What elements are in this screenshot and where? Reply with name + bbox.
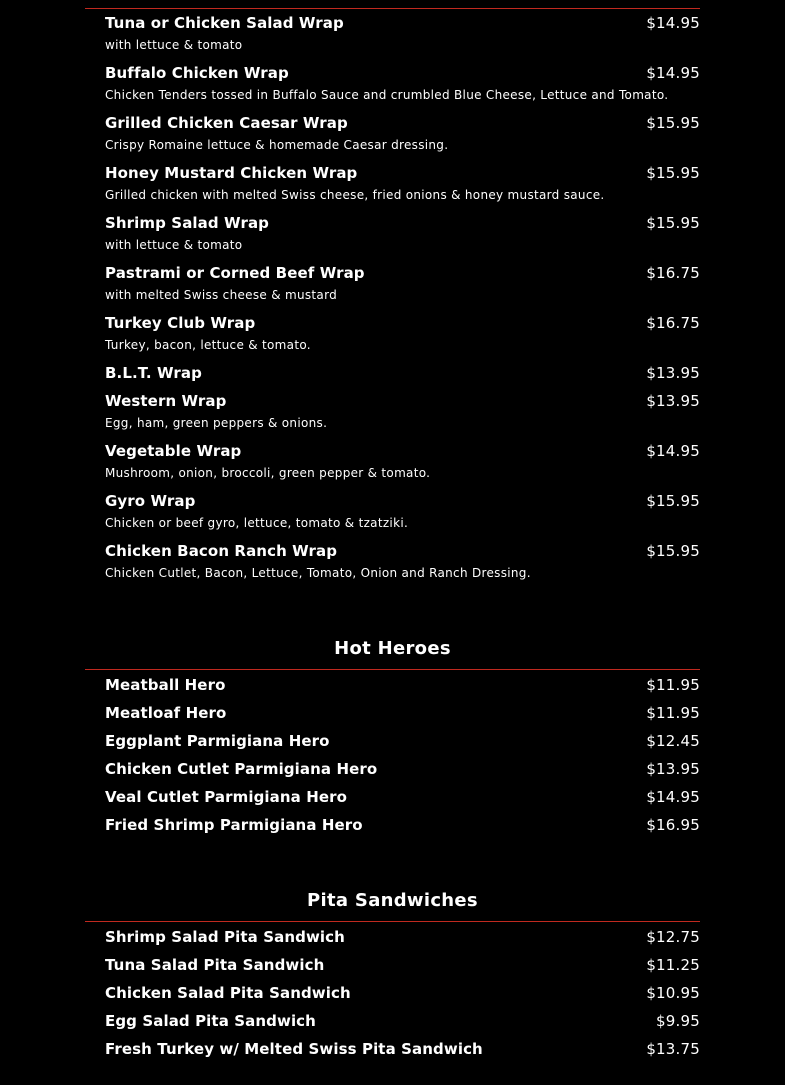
menu-item	[105, 761, 700, 789]
menu-item-row	[105, 65, 700, 82]
menu-item-price: $14.95	[646, 64, 700, 82]
menu-item	[105, 315, 700, 365]
menu-item-row	[105, 789, 700, 806]
wraps-list	[85, 15, 700, 593]
menu-item	[105, 1013, 700, 1041]
menu-item	[105, 65, 700, 115]
menu-item-name: Eggplant Parmigiana Hero	[105, 732, 330, 750]
menu-item-row	[105, 265, 700, 282]
hot-heroes-list	[85, 677, 700, 845]
menu-item	[105, 733, 700, 761]
menu-item-name: Turkey Club Wrap	[105, 314, 256, 332]
menu-item-name: Honey Mustard Chicken Wrap	[105, 164, 358, 182]
menu-item-name: Vegetable Wrap	[105, 442, 242, 460]
menu-item-row	[105, 761, 700, 778]
menu-item	[105, 677, 700, 705]
menu-item-price: $16.95	[646, 816, 700, 834]
menu-item	[105, 543, 700, 593]
menu-item-description: Mushroom, onion, broccoli, green pepper & tomato.	[105, 466, 431, 480]
pita-sandwiches-list	[85, 929, 700, 1069]
menu-item-description: with melted Swiss cheese & mustard	[105, 288, 338, 302]
menu-item	[105, 165, 700, 215]
menu-item	[105, 215, 700, 265]
menu-item-price: $11.95	[646, 704, 700, 722]
menu-item-name: Western Wrap	[105, 392, 227, 410]
menu-item-name: Pastrami or Corned Beef Wrap	[105, 264, 365, 282]
menu-item-price: $15.95	[646, 164, 700, 182]
menu-item-name: Tuna or Chicken Salad Wrap	[105, 14, 344, 32]
menu-item-name: Veal Cutlet Parmigiana Hero	[105, 788, 348, 806]
menu-item-row	[105, 493, 700, 510]
menu-item-description: Grilled chicken with melted Swiss cheese, fried onions & honey mustard sauce.	[105, 188, 605, 202]
menu-item-row	[105, 115, 700, 132]
menu-item	[105, 365, 700, 393]
menu-item	[105, 705, 700, 733]
menu-item-price: $12.75	[646, 928, 700, 946]
menu-item-price: $14.95	[646, 788, 700, 806]
menu-item-name: Shrimp Salad Pita Sandwich	[105, 928, 345, 946]
menu-item-description: Chicken Tenders tossed in Buffalo Sauce and crumbled Blue Cheese, Lettuce and Tomato.	[105, 88, 669, 102]
menu-item-name: Tuna Salad Pita Sandwich	[105, 956, 325, 974]
menu-item-row	[105, 1013, 700, 1030]
menu-item-name: Shrimp Salad Wrap	[105, 214, 269, 232]
hot-heroes-title: Hot Heroes	[334, 638, 451, 659]
menu-item-row	[105, 443, 700, 460]
menu-item-name: Grilled Chicken Caesar Wrap	[105, 114, 348, 132]
menu-item-price: $14.95	[646, 14, 700, 32]
menu-item	[105, 115, 700, 165]
menu-item-name: Meatball Hero	[105, 676, 226, 694]
menu-item	[105, 1041, 700, 1069]
menu-item-name: Chicken Salad Pita Sandwich	[105, 984, 351, 1002]
menu-item-name: Buffalo Chicken Wrap	[105, 64, 289, 82]
menu-item-row	[105, 165, 700, 182]
menu-item-description: Chicken Cutlet, Bacon, Lettuce, Tomato, Onion and Ranch Dressing.	[105, 566, 531, 580]
menu-item-row	[105, 1041, 700, 1058]
menu-item-row	[105, 393, 700, 410]
menu-item-price: $12.45	[646, 732, 700, 750]
menu-item-description: Turkey, bacon, lettuce & tomato.	[105, 338, 311, 352]
menu-item-row	[105, 957, 700, 974]
menu-item	[105, 957, 700, 985]
menu-item-row	[105, 15, 700, 32]
menu-item	[105, 985, 700, 1013]
menu-item-price: $15.95	[646, 542, 700, 560]
menu-item-row	[105, 705, 700, 722]
menu-item-row	[105, 677, 700, 694]
menu-item-price: $10.95	[646, 984, 700, 1002]
pita-sandwiches-title: Pita Sandwiches	[307, 890, 478, 911]
menu-item-name: Egg Salad Pita Sandwich	[105, 1012, 316, 1030]
menu-item-price: $15.95	[646, 214, 700, 232]
menu-item-description: with lettuce & tomato	[105, 238, 243, 252]
menu-item	[105, 493, 700, 543]
menu-item-row	[105, 215, 700, 232]
menu-item-name: Chicken Cutlet Parmigiana Hero	[105, 760, 378, 778]
menu-item-price: $16.75	[646, 264, 700, 282]
menu-item-name: Fried Shrimp Parmigiana Hero	[105, 816, 363, 834]
menu-item-row	[105, 315, 700, 332]
menu-item	[105, 443, 700, 493]
section-divider	[85, 921, 700, 922]
menu-item-row	[105, 733, 700, 750]
menu-item	[105, 15, 700, 65]
menu-item-price: $11.95	[646, 676, 700, 694]
menu-item-name: Fresh Turkey w/ Melted Swiss Pita Sandwich	[105, 1040, 483, 1058]
menu-item-price: $16.75	[646, 314, 700, 332]
menu-item-row	[105, 985, 700, 1002]
menu-item-price: $9.95	[656, 1012, 700, 1030]
menu-item-row	[105, 817, 700, 834]
menu-item	[105, 929, 700, 957]
menu-item-description: Egg, ham, green peppers & onions.	[105, 416, 328, 430]
menu-item-price: $15.95	[646, 492, 700, 510]
menu-item-price: $13.95	[646, 760, 700, 778]
menu-item	[105, 393, 700, 443]
section-divider	[85, 8, 700, 9]
menu-item	[105, 817, 700, 845]
menu-item-name: Gyro Wrap	[105, 492, 196, 510]
menu-item-description: with lettuce & tomato	[105, 38, 243, 52]
menu-item-price: $13.95	[646, 364, 700, 382]
menu-item	[105, 789, 700, 817]
menu-item	[105, 265, 700, 315]
menu-item-row	[105, 929, 700, 946]
menu-item-row	[105, 543, 700, 560]
menu-item-price: $13.75	[646, 1040, 700, 1058]
menu-item-name: B.L.T. Wrap	[105, 364, 202, 382]
menu-item-name: Chicken Bacon Ranch Wrap	[105, 542, 338, 560]
menu-item-description: Crispy Romaine lettuce & homemade Caesar dressing.	[105, 138, 449, 152]
menu-item-name: Meatloaf Hero	[105, 704, 227, 722]
menu-item-price: $14.95	[646, 442, 700, 460]
menu-item-description: Chicken or beef gyro, lettuce, tomato & tzatziki.	[105, 516, 409, 530]
menu-item-price: $11.25	[646, 956, 700, 974]
section-divider	[85, 669, 700, 670]
menu-item-price: $15.95	[646, 114, 700, 132]
menu-item-price: $13.95	[646, 392, 700, 410]
menu-item-row	[105, 365, 700, 382]
